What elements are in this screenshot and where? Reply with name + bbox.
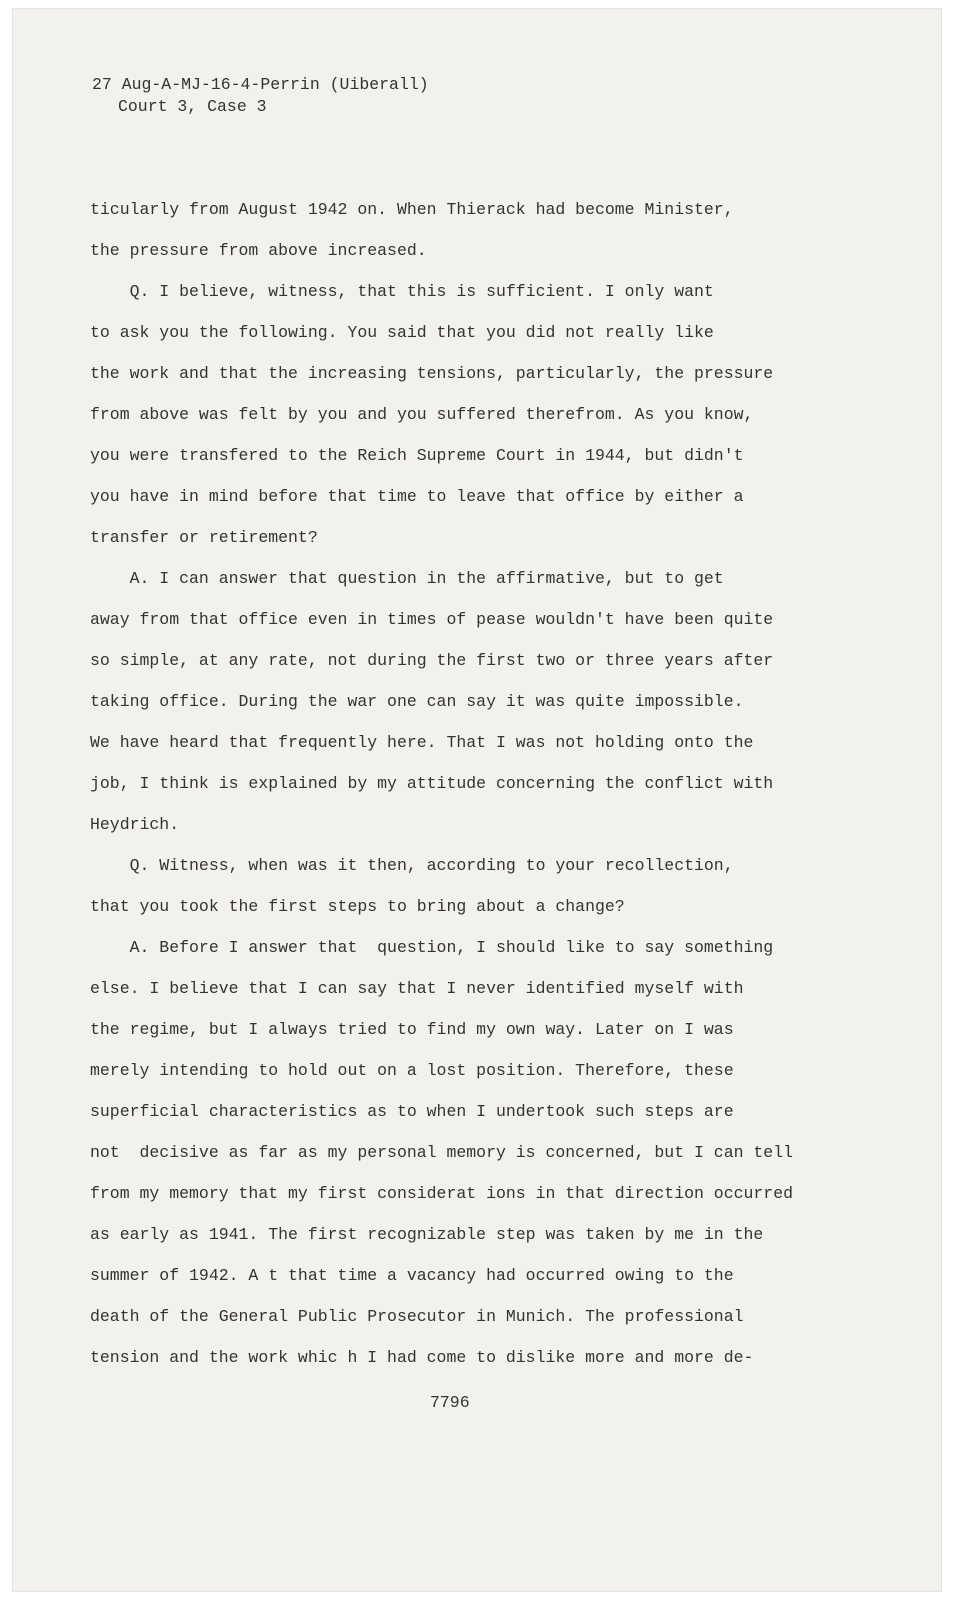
transcript-line: so simple, at any rate, not during the first two or three years after [90, 651, 774, 670]
transcript-line: not decisive as far as my personal memory is concerned, but I can tell [90, 1143, 794, 1162]
transcript-line: away from that office even in times of pease wouldn't have been quite [90, 610, 774, 629]
document-page [12, 8, 942, 1592]
transcript-line: job, I think is explained by my attitude concerning the conflict with [90, 774, 774, 793]
transcript-line: summer of 1942. A t that time a vacancy had occurred owing to the [90, 1266, 734, 1285]
transcript-line: Q. Witness, when was it then, according to your recollection, [90, 856, 734, 875]
transcript-line: you have in mind before that time to leave that office by either a [90, 487, 744, 506]
transcript-line: taking office. During the war one can say it was quite impossible. [90, 692, 744, 711]
transcript-line: A. Before I answer that question, I should like to say something [90, 938, 774, 957]
header-court: Court 3, Case 3 [118, 97, 267, 116]
transcript-line: from above was felt by you and you suffered therefrom. As you know, [90, 405, 754, 424]
transcript-line: you were transfered to the Reich Supreme Court in 1944, but didn't [90, 446, 744, 465]
transcript-line: death of the General Public Prosecutor in Munich. The professional [90, 1307, 744, 1326]
transcript-line: else. I believe that I can say that I never identified myself with [90, 979, 744, 998]
page-number: 7796 [430, 1393, 470, 1412]
transcript-line: from my memory that my first considerat ions in that direction occurred [90, 1184, 794, 1203]
transcript-line: ticularly from August 1942 on. When Thierack had become Minister, [90, 200, 734, 219]
transcript-line: superficial characteristics as to when I undertook such steps are [90, 1102, 734, 1121]
transcript-line: that you took the first steps to bring about a change? [90, 897, 625, 916]
transcript-line: Q. I believe, witness, that this is sufficient. I only want [90, 282, 714, 301]
transcript-line: the work and that the increasing tensions, particularly, the pressure [90, 364, 774, 383]
transcript-line: merely intending to hold out on a lost position. Therefore, these [90, 1061, 734, 1080]
transcript-line: transfer or retirement? [90, 528, 318, 547]
transcript-line: the pressure from above increased. [90, 241, 427, 260]
transcript-line: to ask you the following. You said that you did not really like [90, 323, 714, 342]
transcript-line: the regime, but I always tried to find my own way. Later on I was [90, 1020, 734, 1039]
transcript-line: tension and the work whic h I had come to dislike more and more de- [90, 1348, 754, 1367]
transcript-line: A. I can answer that question in the affirmative, but to get [90, 569, 724, 588]
transcript-line: Heydrich. [90, 815, 180, 834]
transcript-line: as early as 1941. The first recognizable step was taken by me in the [90, 1225, 764, 1244]
transcript-line: We have heard that frequently here. That I was not holding onto the [90, 733, 754, 752]
header-case-reference: 27 Aug-A-MJ-16-4-Perrin (Uiberall) [92, 75, 429, 94]
